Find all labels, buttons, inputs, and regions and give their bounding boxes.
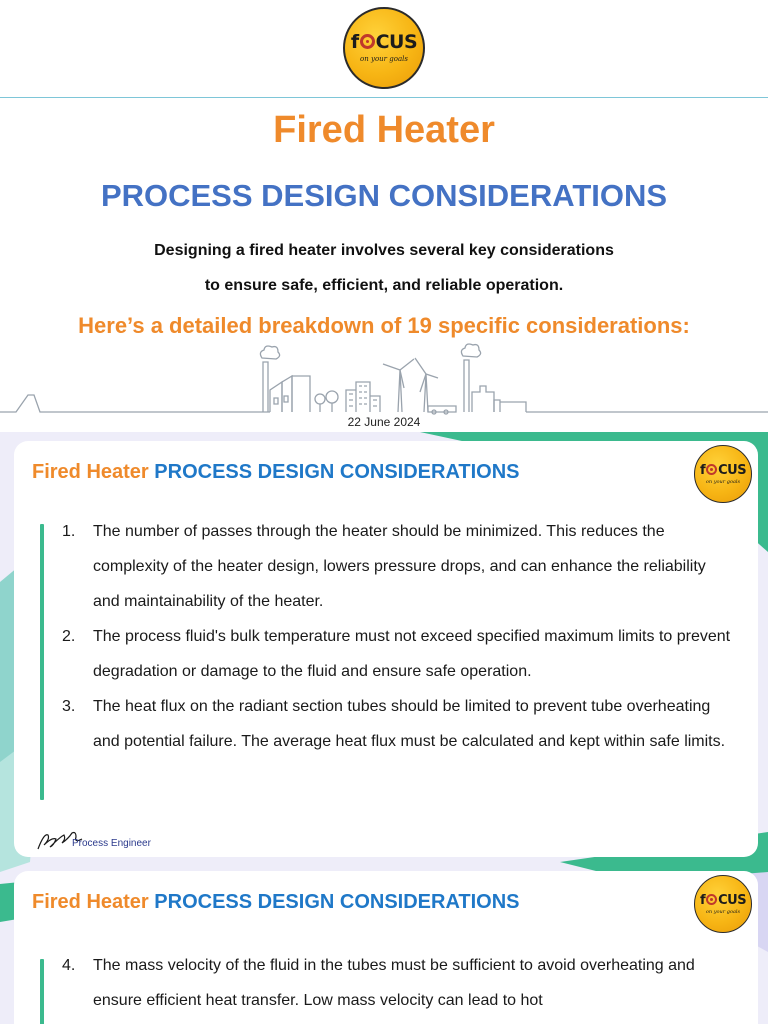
cover-section — [0, 0, 768, 432]
item-number: 1. — [62, 523, 76, 540]
list-item — [62, 948, 732, 1018]
considerations-list — [62, 948, 732, 1018]
list-item — [62, 689, 732, 759]
logo-tagline: on your goals — [705, 908, 741, 915]
target-icon — [360, 34, 375, 49]
logo-wordmark: f CUS — [699, 462, 747, 478]
slide-card-2 — [14, 871, 758, 1024]
divider — [0, 97, 768, 98]
list-item — [62, 619, 732, 689]
accent-bar — [40, 524, 44, 800]
logo-wordmark: f CUS — [699, 892, 747, 908]
list-item — [62, 514, 732, 619]
slide-header — [32, 461, 520, 484]
considerations-list — [62, 514, 732, 759]
focus-logo — [343, 7, 425, 89]
item-text: The heat flux on the radiant section tubes should be limited to prevent tube overheating and potential failure. The average heat flux must be calculated and kept within safe limits. — [93, 698, 726, 750]
industrial-skyline-illustration — [0, 340, 768, 416]
intro-line-1: Designing a fired heater involves several key considerations — [154, 242, 614, 259]
breakdown-heading: Here’s a detailed breakdown of 19 specific considerations: — [78, 313, 690, 338]
slide-card-1 — [14, 441, 758, 857]
page-title: Fired Heater — [273, 109, 495, 151]
slide-header-blue: PROCESS DESIGN CONSIDERATIONS — [154, 891, 520, 913]
page-subtitle: PROCESS DESIGN CONSIDERATIONS — [100, 178, 668, 213]
target-icon — [706, 464, 717, 475]
slide-header-orange: Fired Heater — [32, 461, 149, 483]
accent-bar — [40, 959, 44, 1024]
item-number: 2. — [62, 628, 76, 645]
focus-logo — [694, 875, 752, 933]
focus-logo — [694, 445, 752, 503]
item-text: The mass velocity of the fluid in the tubes must be sufficient to avoid overheating and ensure efficient heat transfer. Low mass velocity can lead to hot — [93, 957, 695, 1009]
item-number: 3. — [62, 698, 76, 715]
item-text: The number of passes through the heater should be minimized. This reduces the complexity of the heater design, lowers pressure drops, and can enhance the reliability and maintainability of the heater. — [93, 523, 706, 610]
logo-wordmark: f CUS — [350, 31, 418, 53]
slide-header — [32, 891, 520, 914]
intro-line-2: to ensure safe, efficient, and reliable operation. — [204, 277, 564, 294]
item-text: The process fluid's bulk temperature must not exceed specified maximum limits to prevent degradation or damage to the fluid and ensure safe operation. — [93, 628, 731, 680]
slide-header-orange: Fired Heater — [32, 891, 149, 913]
item-number: 4. — [62, 957, 76, 974]
logo-tagline: on your goals — [705, 478, 741, 485]
target-icon — [706, 894, 717, 905]
logo-tagline: on your goals — [360, 55, 408, 63]
slide-header-blue: PROCESS DESIGN CONSIDERATIONS — [154, 461, 520, 483]
author-role: Process Engineer — [72, 838, 151, 849]
publish-date: 22 June 2024 — [347, 415, 421, 429]
